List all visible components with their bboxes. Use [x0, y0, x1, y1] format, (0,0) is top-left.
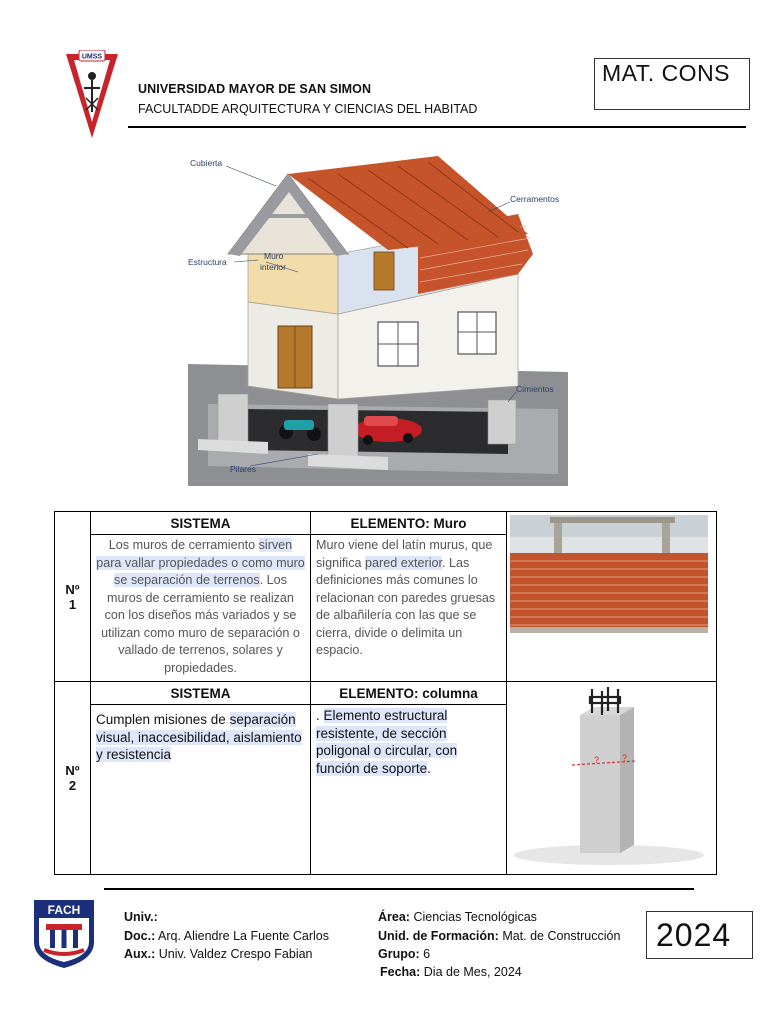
row-number-symbol: Nº	[65, 763, 80, 778]
footer-fecha	[380, 965, 522, 979]
univ-label: Univ.:	[124, 910, 158, 924]
column-mark-2: ?	[622, 753, 628, 763]
aux-label: Aux.:	[124, 947, 156, 961]
elemento-text-2	[311, 705, 507, 875]
subject-code: MAT. CONS	[602, 60, 731, 86]
fach-logo	[32, 898, 96, 970]
label-interior: interior	[260, 262, 286, 272]
sistema-text-2	[91, 705, 311, 875]
sistema-text-2a: Cumplen misiones de	[96, 712, 230, 727]
sistema-text-1b: . Los muros de cerramiento se realizan con los diseños más variados y se utilizan como muro de separación o vallado de terrenos, solares y propiedades.	[101, 573, 300, 675]
doc-label: Doc.:	[124, 929, 156, 943]
row-number-cell	[55, 682, 91, 875]
fach-logo-text: FACH	[47, 903, 81, 917]
sistema-header: SISTEMA	[91, 512, 311, 535]
header-divider	[128, 126, 746, 128]
column-illustration	[510, 685, 708, 865]
footer-univ	[124, 910, 158, 924]
doc-value: Arq. Aliendre La Fuente Carlos	[155, 929, 329, 943]
elemento-text-1	[311, 535, 507, 682]
elemento-highlight-1: pared exterior	[365, 555, 443, 570]
row-number-cell	[55, 512, 91, 682]
sistema-highlight-1: sirven para vallar propiedades o como muro se separación de terrenos	[96, 538, 305, 587]
elemento-text-2b: .	[427, 760, 431, 776]
row-number-symbol: Nº	[65, 581, 80, 597]
aux-value: Univ. Valdez Crespo Fabian	[155, 947, 313, 961]
sistema-text-1	[91, 535, 311, 682]
footer-doc	[124, 929, 329, 943]
elemento-highlight-2: Elemento estructural resistente, de sección poligonal o circular, con función de soporte	[316, 708, 458, 776]
footer-divider	[104, 888, 694, 890]
image-cell	[507, 512, 717, 682]
sistema-header: SISTEMA	[91, 682, 311, 705]
grupo-value: 6	[419, 947, 431, 961]
fecha-label: Fecha:	[380, 965, 421, 979]
footer-aux	[124, 947, 313, 961]
column-mark-1: ?	[594, 755, 600, 765]
sistema-text-1a: Los muros de cerramiento	[108, 538, 259, 552]
umss-logo	[64, 50, 120, 142]
label-estructura: Estructura	[188, 257, 227, 267]
house-illustration	[188, 154, 568, 486]
elemento-text-1b: . Las definiciones más comunes lo relacionan con paredes gruesas de albañilería con las que se cierra, divide o delimita un espacio.	[316, 555, 496, 657]
label-cimientos: Cimientos	[516, 384, 554, 394]
unid-value: Mat. de Construcción	[498, 929, 621, 943]
label-cubierta: Cubierta	[190, 158, 223, 168]
label-pilares: Pilares	[230, 464, 256, 474]
footer-area	[378, 910, 537, 924]
elemento-text-1a: Muro viene del latín murus, que significa	[316, 538, 493, 570]
table-row	[55, 512, 717, 535]
row-number-value: 2	[68, 778, 77, 793]
unid-label: Unid. de Formación:	[378, 929, 499, 943]
fecha-value: Dia de Mes, 2024	[420, 965, 522, 979]
university-name: UNIVERSIDAD MAYOR DE SAN SIMON	[138, 82, 372, 96]
sistema-highlight-2: separación visual, inaccesibilidad, aislamiento y resistencia	[96, 712, 302, 762]
label-cerramentos: Cerramentos	[510, 194, 560, 204]
faculty-name: FACULTADDE ARQUITECTURA Y CIENCIAS DEL HABITAD	[138, 102, 478, 116]
elemento-header: ELEMENTO: columna	[311, 682, 507, 705]
table-row	[55, 682, 717, 705]
footer-unid	[378, 929, 620, 943]
umss-logo-text: UMSS	[81, 53, 103, 61]
grupo-label: Grupo:	[378, 947, 420, 961]
label-muro: Muro	[264, 251, 284, 261]
footer-grupo	[378, 947, 430, 961]
systems-table	[54, 511, 717, 875]
row-number-value: 1	[68, 596, 77, 612]
year-text: 2024	[656, 917, 732, 953]
area-value: Ciencias Tecnológicas	[409, 910, 537, 924]
elemento-header: ELEMENTO: Muro	[311, 512, 507, 535]
area-label: Área:	[378, 910, 410, 924]
elemento-text-2a: .	[316, 708, 324, 723]
image-cell	[507, 682, 717, 875]
brick-wall-photo	[510, 515, 708, 633]
